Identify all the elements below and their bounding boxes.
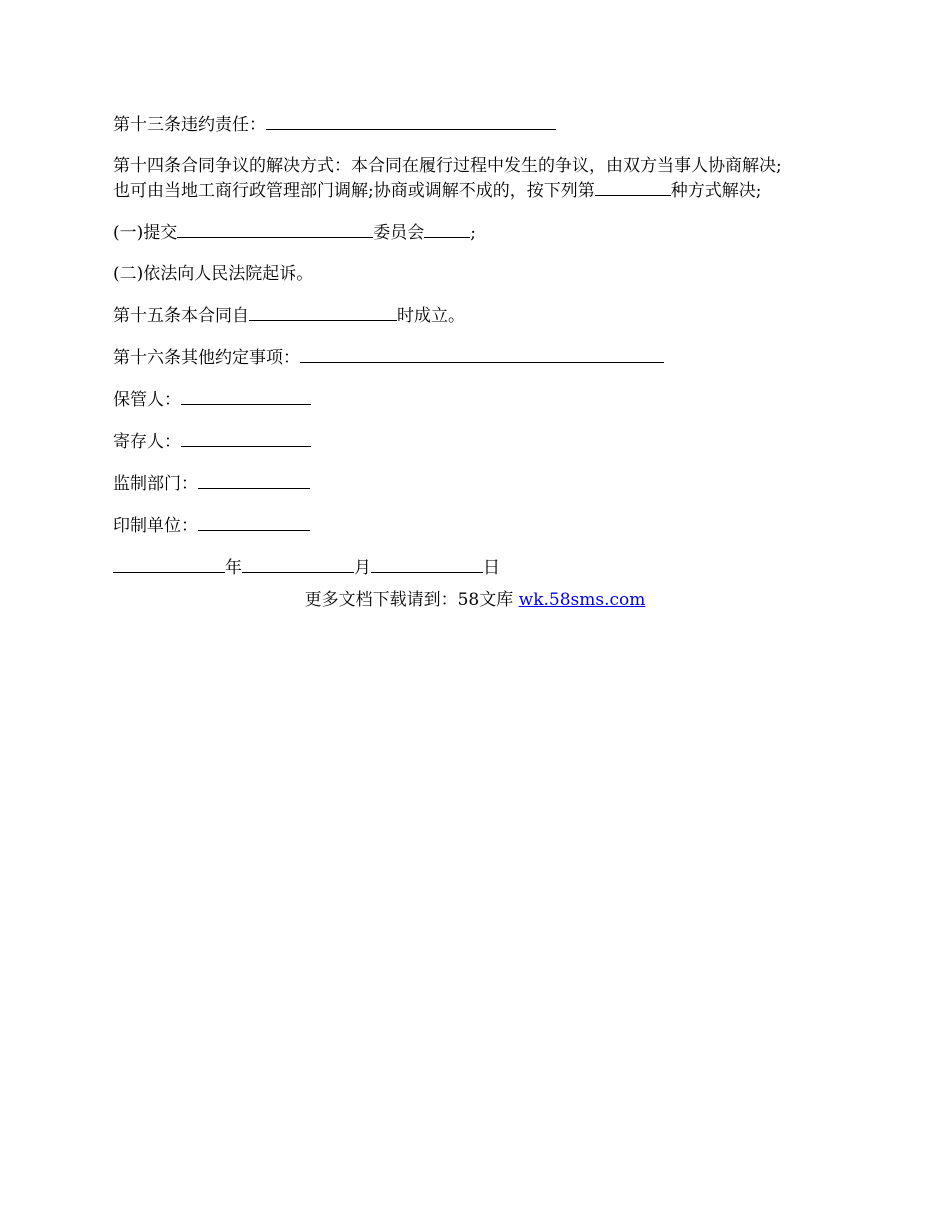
option-1 (113, 220, 858, 245)
footer-text: 更多文档下载请到：58文库 (304, 590, 514, 610)
blank-field (181, 387, 311, 405)
supervisor-label: 监制部门： (113, 474, 198, 494)
article-14-line2-post: 种方式解决; (670, 181, 762, 201)
blank-field (198, 471, 310, 489)
date-year: 年 (225, 558, 242, 578)
footer (0, 588, 950, 612)
signature-supervisor (113, 471, 858, 496)
option-1-mid: 委员会 (373, 223, 425, 243)
article-13 (113, 112, 858, 137)
blank-field (198, 513, 310, 531)
article-16 (113, 345, 858, 370)
blank-field (300, 345, 664, 363)
option-2 (113, 262, 858, 286)
depositor-label: 寄存人： (113, 432, 181, 452)
article-13-text: 第十三条违约责任： (113, 115, 266, 135)
blank-field (266, 112, 556, 130)
blank-field (424, 220, 470, 238)
blank-field (371, 555, 483, 573)
blank-field (595, 178, 671, 196)
blank-field (242, 555, 354, 573)
date-day: 日 (483, 558, 500, 578)
article-15-pre: 第十五条本合同自 (113, 306, 249, 326)
article-15-post: 时成立。 (397, 306, 465, 326)
signature-custodian (113, 387, 858, 412)
blank-field (177, 220, 373, 238)
blank-field (249, 303, 397, 321)
date-line (113, 555, 858, 580)
footer-link[interactable]: wk.58sms.com (518, 590, 646, 610)
blank-field (181, 429, 311, 447)
article-15 (113, 303, 858, 328)
article-14-line1: 第十四条合同争议的解决方式：本合同在履行过程中发生的争议，由双方当事人协商解决; (113, 156, 782, 176)
contract-page (113, 112, 858, 597)
signature-depositor (113, 429, 858, 454)
article-14-line2-pre: 也可由当地工商行政管理部门调解;协商或调解不成的，按下列第 (113, 181, 595, 201)
signature-printer (113, 513, 858, 538)
article-14 (113, 154, 858, 203)
blank-field (113, 555, 225, 573)
printer-label: 印制单位： (113, 516, 198, 536)
article-16-text: 第十六条其他约定事项： (113, 348, 300, 368)
custodian-label: 保管人： (113, 390, 181, 410)
option-1-pre: (一)提交 (113, 223, 178, 243)
date-month: 月 (354, 558, 371, 578)
option-1-post: ; (470, 223, 476, 243)
option-2-text: (二)依法向人民法院起诉。 (113, 264, 314, 284)
